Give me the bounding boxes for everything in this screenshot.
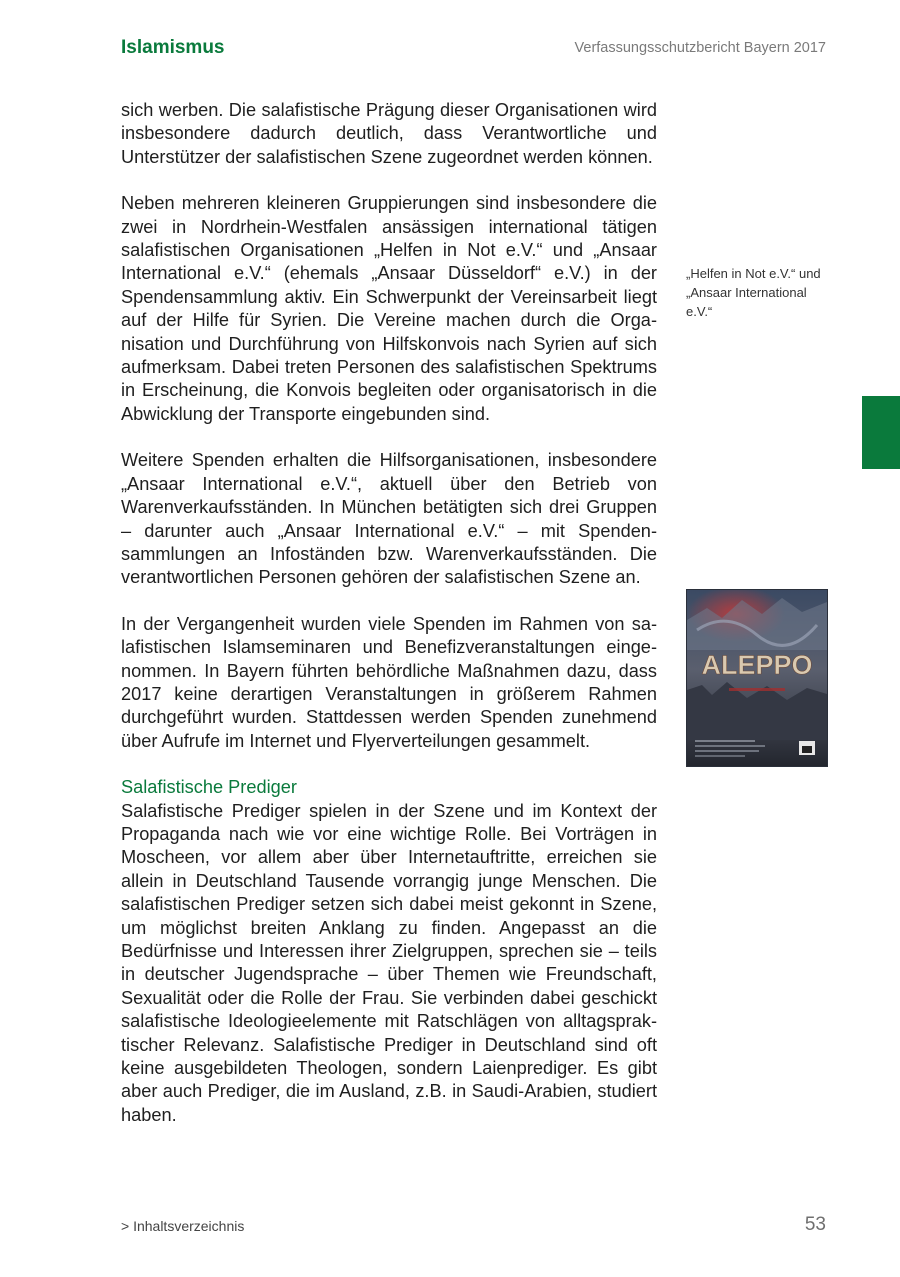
margin-note: „Helfen in Not e.V.“ und „Ansaar International e.V.“	[686, 266, 821, 319]
poster-title: ALEPPO	[701, 650, 813, 680]
paragraph-3: Weitere Spenden erhalten die Hilfsorganisationen, insbesondere „Ansaar International e.V.“, aktuell über den Betrieb von Warenverkaufsständen. In München betätigten sich drei Gruppen – darunter auch „Ansaar International e.V.“ – mit Spendensammlungen an Infoständen bzw. Warenverkaufsständen. Die verantwortlichen Personen gehören der salafistischen Szene an.	[121, 450, 657, 588]
main-text	[121, 99, 657, 1150]
page-number: 53	[804, 1214, 826, 1235]
header-report-title: Verfassungsschutzbericht Bayern 2017	[574, 40, 826, 56]
paragraph-4: In der Vergangenheit wurden viele Spenden im Rahmen von salafistischen Islamseminaren und Benefizveranstaltungen eingenommen. In Bayern führten behördliche Maßnahmen dazu, dass 2017 keine derartigen Veranstaltungen in größerem Rahmen durchgeführt wurden. Stattdessen werden Spenden zunehmend über Aufrufe im Internet und Flyerverteilungen gesammelt.	[121, 613, 657, 751]
section-heading: Salafistische Prediger	[121, 777, 297, 798]
paragraph-5: Salafistische Prediger spielen in der Szene und im Kontext der Propaganda nach wie vor eine wichtige Rolle. Bei Vorträgen in Moscheen, vor allem aber über Internetauftritte, erreichen sie allein in Deutschland Tausende vorrangig junge Menschen. Die salafistischen Prediger setzen sich dabei meist gekonnt in Szene, um möglichst breiten Anklang zu finden. Angepasst an die Bedürfnisse und Interessen ihrer Zielgruppen, sprechen sie – teils in deutscher Jugendsprache – über Themen wie Freundschaft, Sexualität oder die Rolle der Frau. Sie verbinden dabei geschickt salafistische Ideologieelemente mit Ratschlägen von alltagspraktischer Relevanz. Salafistische Prediger in Deutschland sind oft keine ausgebildeten Theologen, sondern Laienprediger. Es gibt aber auch Prediger, die im Ausland, z.B. in Saudi-Arabien, studiert haben.	[121, 800, 657, 1125]
header-section-title: Islamismus	[121, 37, 225, 58]
chapter-tab-marker	[862, 396, 900, 469]
table-of-contents-link[interactable]: > Inhaltsverzeichnis	[121, 1218, 245, 1234]
aleppo-poster-image	[686, 589, 828, 767]
paragraph-1: sich werben. Die salafistische Prägung dieser Organisationen wird insbesondere dadurch deutlich, dass Verantwortliche und Unterstützer der salafistischen Szene zugeordnet werden können.	[121, 100, 657, 167]
paragraph-2: Neben mehreren kleineren Gruppierungen sind insbesondere die zwei in Nordrhein-Westfalen ansässigen international tätigen salafistischen Organisationen „Helfen in Not e.V.“ und „Ansaar International e.V.“ (ehemals „Ansaar Düsseldorf“ e.V.) in der Spendensammlung aktiv. Ein Schwerpunkt der Vereinsarbeit liegt auf der Hilfe für Syrien. Die Vereine machen durch die Organisation und Durchführung von Hilfskonvois nach Syrien auf sich aufmerksam. Dabei treten Personen des salafistischen Spektrums in Erscheinung, die Konvois begleiten oder organisatorisch in die Abwicklung der Transporte eingebunden sind.	[121, 193, 657, 424]
